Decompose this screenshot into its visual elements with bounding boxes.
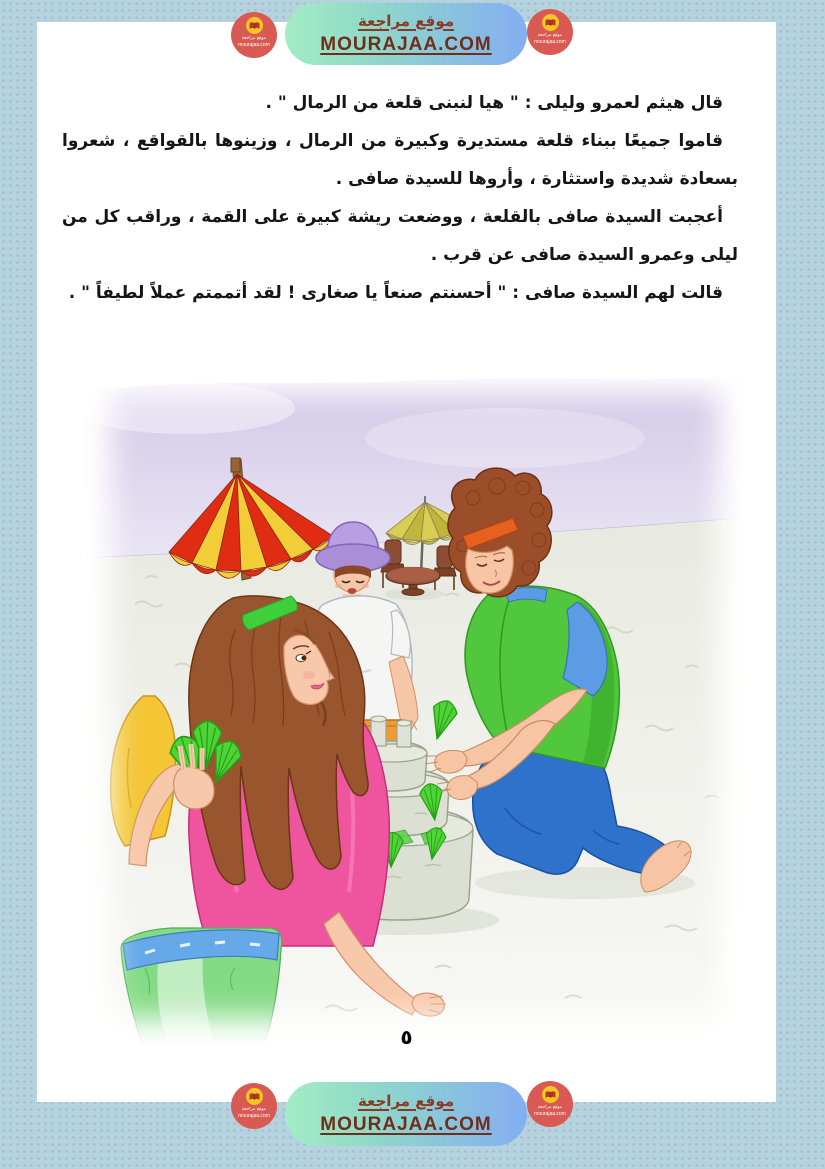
logo-name-arabic: موقع مراجعة xyxy=(537,33,563,38)
mourajaa-logo xyxy=(527,1081,573,1127)
logo-domain: mourajaa.com xyxy=(238,1113,270,1119)
book-icon xyxy=(246,17,263,34)
mourajaa-logo xyxy=(231,1083,277,1129)
story-paragraph: قاموا جميعًا ببناء قلعة مستديرة وكبيرة من الرمال ، وزينوها بالقواقع ، شعروا بسعادة شديدة واستثارة ، وأروها للسيدة صافى . xyxy=(62,131,738,189)
beach-illustration xyxy=(85,368,745,1044)
logo-domain: mourajaa.com xyxy=(534,39,566,45)
site-name-arabic: موقع مراجعة xyxy=(357,11,455,30)
book-icon xyxy=(246,1088,263,1105)
site-name-arabic: موقع مراجعة xyxy=(357,1091,455,1110)
story-paragraph: قالت لهم السيدة صافى : " أحسنتم صنعاً يا صغارى ! لقد أتممتم عملاً لطيفاً " . xyxy=(68,283,723,303)
logo-name-arabic: موقع مراجعة xyxy=(241,1107,267,1112)
page-number: ٥ xyxy=(400,1025,413,1049)
mourajaa-logo xyxy=(527,9,573,55)
story-text xyxy=(62,84,738,312)
book-icon xyxy=(542,14,559,31)
story-paragraph: قال هيثم لعمرو وليلى : " هيا لنبنى قلعة من الرمال " . xyxy=(265,93,723,113)
logo-domain: mourajaa.com xyxy=(534,1111,566,1117)
story-paragraph: أعجبت السيدة صافى بالقلعة ، ووضعت ريشة كبيرة على القمة ، وراقب كل من ليلى وعمرو السيدة صافى عن قرب . xyxy=(62,207,738,265)
site-banner-bottom[interactable] xyxy=(285,1082,527,1146)
logo-name-arabic: موقع مراجعة xyxy=(537,1105,563,1110)
logo-name-arabic: موقع مراجعة xyxy=(241,36,267,41)
book-icon xyxy=(542,1086,559,1103)
site-banner-top[interactable] xyxy=(285,3,527,65)
mourajaa-logo xyxy=(231,12,277,58)
site-domain-link: MOURAJAA.COM xyxy=(320,33,492,55)
site-domain-link: MOURAJAA.COM xyxy=(320,1113,492,1135)
logo-domain: mourajaa.com xyxy=(238,42,270,48)
